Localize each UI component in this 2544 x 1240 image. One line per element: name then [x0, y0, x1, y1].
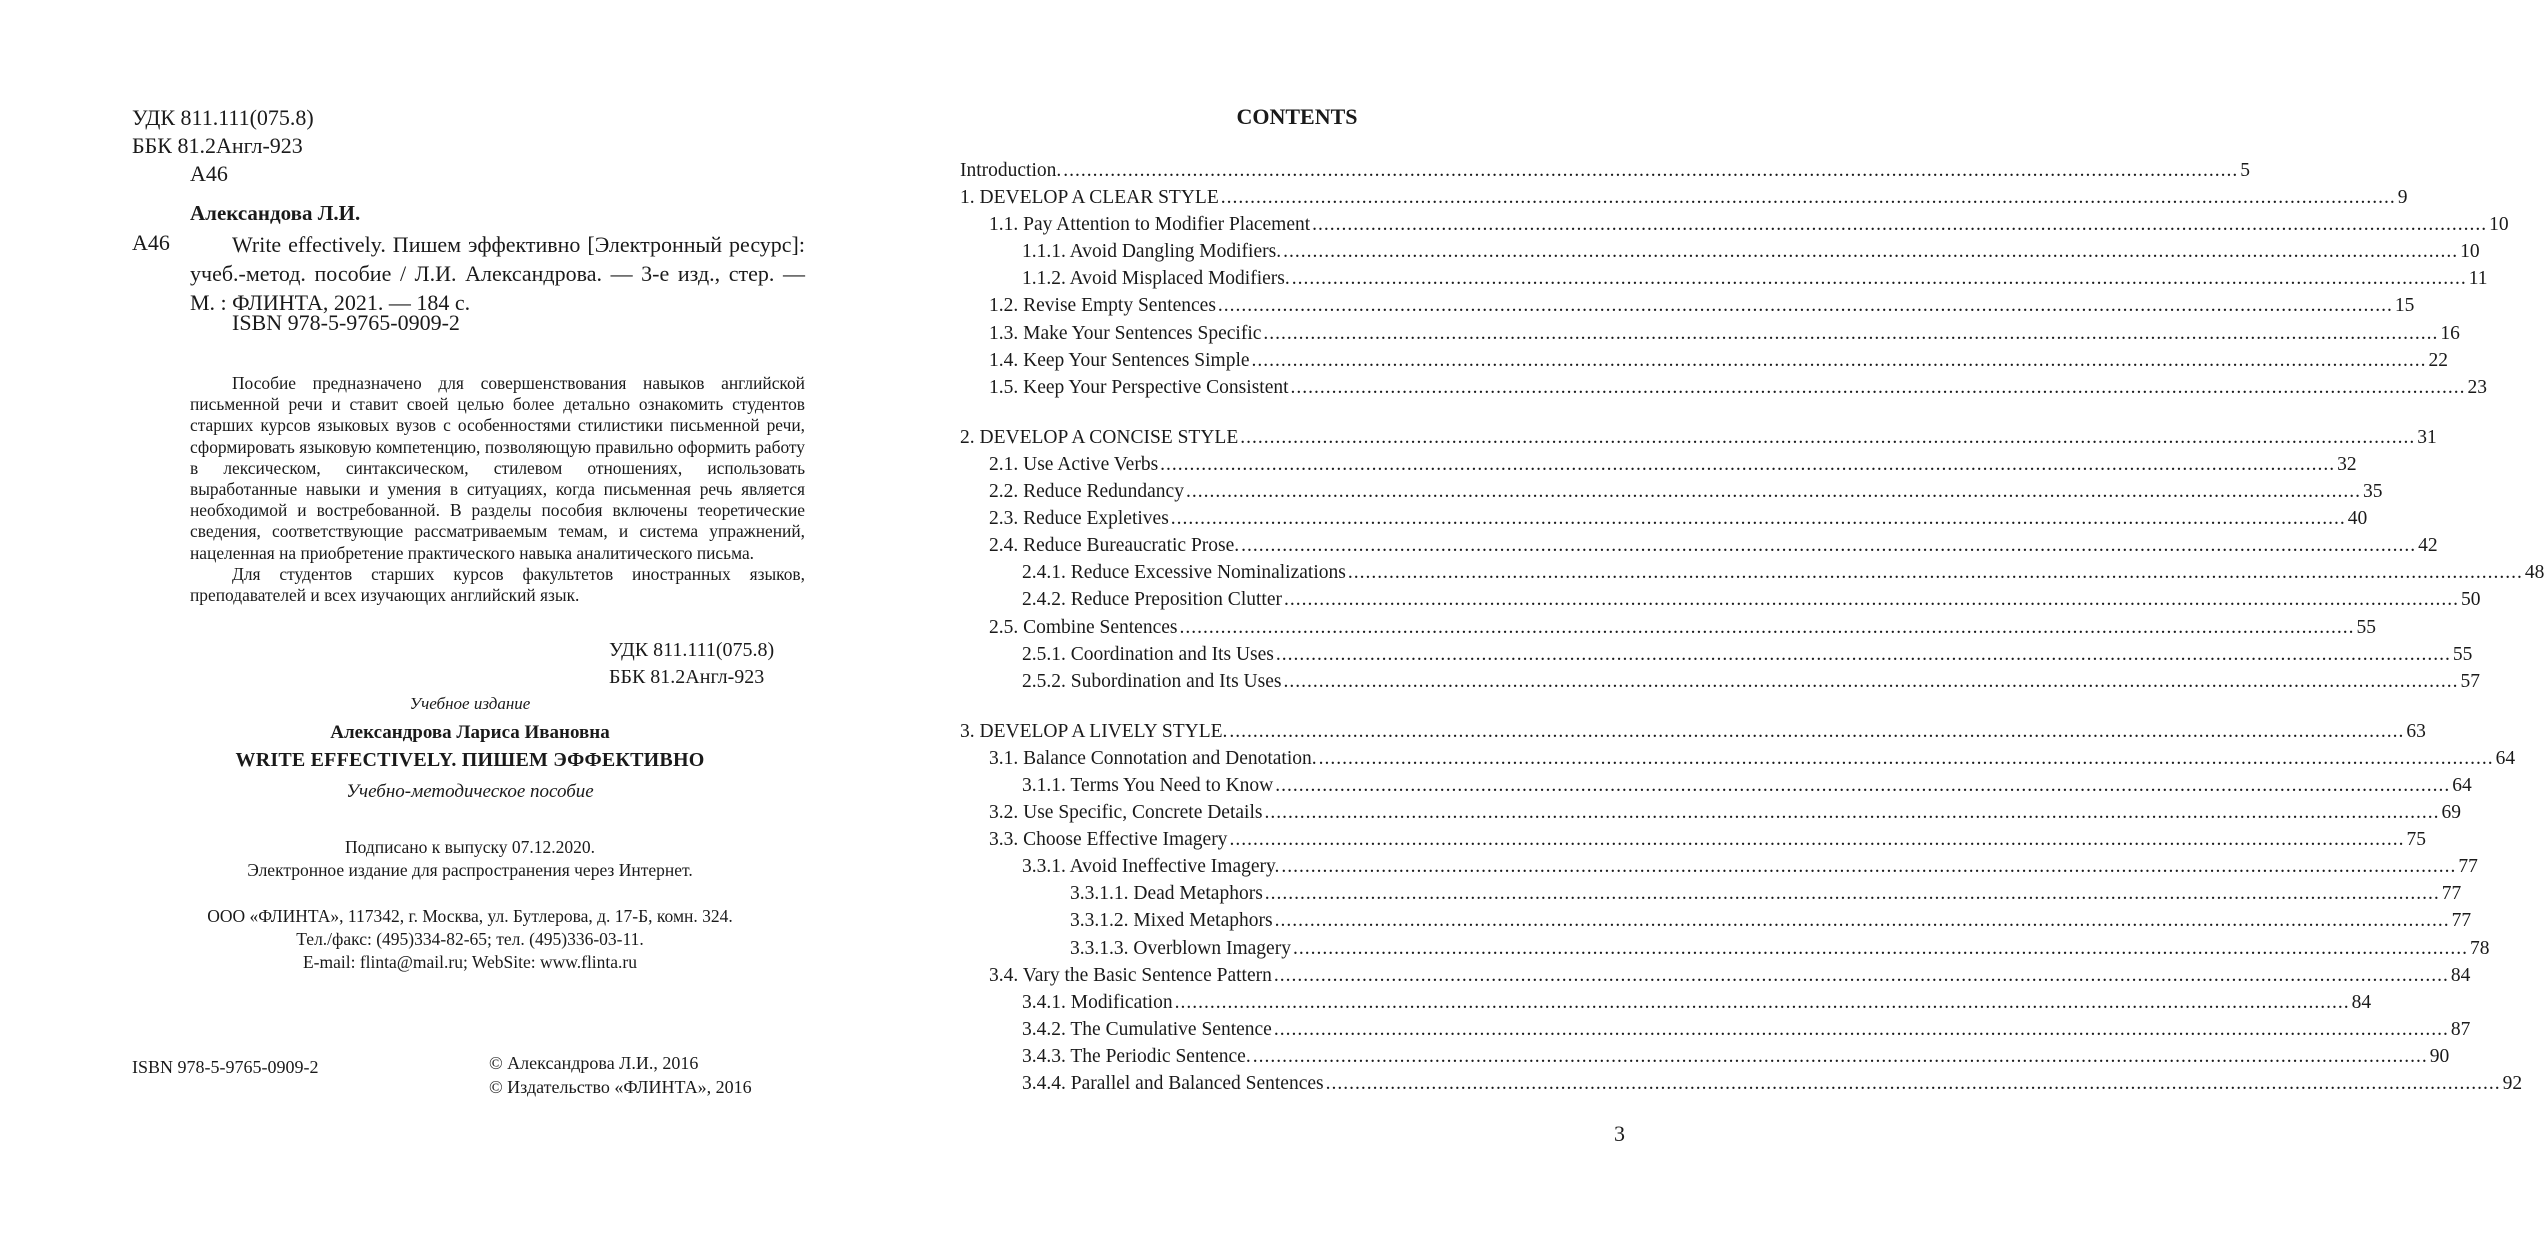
toc-entry-page: 5 — [2240, 160, 2251, 181]
toc-entry-label: 1.2. Revise Empty Sentences — [989, 295, 1216, 317]
toc-entry-label: 2.1. Use Active Verbs — [989, 453, 1159, 475]
toc-entry-page: 42 — [2418, 535, 2438, 557]
toc-leader-dots: ........................................................................................................................................................................................................ — [1251, 349, 2427, 371]
toc-leader-dots: ........................................................................................................................................................................................................ — [1263, 322, 2439, 344]
toc-entry-label: 3.2. Use Specific, Concrete Details — [989, 802, 1263, 824]
toc-entry-label: 1.1.1. Avoid Dangling Modifiers. — [1022, 241, 1282, 263]
toc-leader-dots: ........................................................................................................................................................................................................ — [1275, 774, 2451, 796]
isbn: ISBN 978-5-9765-0909-2 — [232, 310, 460, 335]
toc-entry-label: 3.4. Vary the Basic Sentence Pattern — [989, 964, 1272, 986]
toc-entry-label: 2.5.1. Coordination and Its Uses — [1022, 643, 1274, 665]
toc-leader-dots: ........................................................................................................................................................................................................ — [1312, 214, 2488, 236]
toc-entry — [960, 214, 2509, 241]
toc-entry — [960, 295, 2415, 322]
toc-leader-dots: ........................................................................................................................................................................................................ — [1292, 937, 2468, 959]
publisher-address: ООО «ФЛИНТА», 117342, г. Москва, ул. Бутлерова, д. 17-Б, комн. 324. — [207, 906, 733, 926]
toc-entry-page: 64 — [2452, 774, 2472, 796]
toc-entry-label: 3.4.1. Modification — [1022, 991, 1173, 1013]
table-of-contents — [960, 160, 2544, 1100]
toc-leader-dots: ........................................................................................................................................................................................................ — [1185, 481, 2361, 503]
toc-entry — [960, 508, 2368, 535]
toc-entry-page: 75 — [2406, 829, 2426, 851]
toc-entry — [960, 910, 2472, 937]
toc-entry-label: 1.4. Keep Your Sentences Simple — [989, 349, 1250, 371]
udk-code: УДК 811.111(075.8) — [609, 639, 775, 661]
abstract-paragraph: Пособие предназначено для совершенствования навыков английской письменной речи и ставит своей целью более детально ознакомить студентов старших курсов языковых вузов с особенностями стилистики письменной речи, сформировать языковую компетенцию, позволяющую правильно оформить работу в лексическом, синтаксическом, стилевом отношениях, использовать выработанные навыки и умения в ситуациях, когда письменная речь является необходимой и востребованной. В разделы пособия включены теоретические сведения, соответствующие рассматриваемым темам, и система упражнений, нацеленная на приобретение практического навыка аналитического письма. — [190, 373, 805, 563]
toc-leader-dots: ........................................................................................................................................................................................................ — [1174, 991, 2350, 1013]
toc-entry-label: 2. DEVELOP A CONCISE STYLE — [960, 426, 1239, 448]
toc-leader-dots: ........................................................................................................................................................................................................ — [1170, 508, 2346, 530]
toc-entry-page: 15 — [2394, 295, 2415, 317]
toc-entry-page: 77 — [2451, 910, 2472, 932]
abstract — [190, 373, 805, 606]
toc-entry-label: 3.3. Choose Effective Imagery — [989, 829, 1228, 851]
publisher-info — [170, 905, 770, 974]
book-subtitle: Учебно-методическое пособие — [346, 781, 594, 802]
toc-leader-dots: ........................................................................................................................................................................................................ — [1273, 964, 2449, 986]
page-number: 3 — [1614, 1121, 1625, 1146]
toc-leader-dots: ........................................................................................................................................................................................................ — [1274, 910, 2450, 932]
toc-entry-label: 3.4.4. Parallel and Balanced Sentences — [1022, 1073, 1324, 1094]
toc-entry-label: 2.4. Reduce Bureaucratic Prose. — [989, 535, 1240, 557]
toc-leader-dots: ........................................................................................................................................................................................................ — [1325, 1073, 2501, 1094]
toc-entry — [960, 349, 2449, 377]
toc-entry-page: 11 — [2468, 268, 2488, 290]
toc-entry — [960, 1018, 2471, 1046]
toc-entry-page: 31 — [2417, 426, 2437, 448]
toc-entry-page: 22 — [2428, 349, 2449, 371]
udk-code: УДК 811.111(075.8) — [132, 105, 314, 130]
toc-entry-label: 3.3.1.1. Dead Metaphors — [1070, 883, 1263, 905]
toc-entry-label: 3. DEVELOP A LIVELY STYLE. — [960, 720, 1228, 742]
toc-entry-label: 1. DEVELOP A CLEAR STYLE — [960, 187, 1219, 209]
toc-leader-dots: ........................................................................................................................................................................................................ — [1264, 802, 2440, 824]
toc-entry — [960, 322, 2460, 350]
toc-leader-dots: ........................................................................................................................................................................................................ — [1241, 535, 2417, 557]
toc-entry-page: 78 — [2469, 937, 2490, 959]
toc-entry — [960, 589, 2481, 616]
toc-entry-label: 3.4.2. The Cumulative Sentence — [1022, 1018, 1272, 1040]
toc-entry-page: 55 — [2452, 643, 2473, 665]
toc-leader-dots: ........................................................................................................................................................................................................ — [1281, 856, 2457, 878]
toc-entry-page: 77 — [2458, 856, 2478, 878]
toc-leader-dots: ........................................................................................................................................................................................................ — [1252, 1045, 2428, 1067]
toc-entry-label: 2.4.2. Reduce Preposition Clutter — [1022, 589, 1282, 611]
edition-type: Учебное издание — [409, 694, 531, 713]
toc-entry — [960, 991, 2372, 1019]
biblio-text: Write effectively. Пишем эффективно [Электронный ресурс]: учеб.-метод. пособие / Л.И. Александрова. — 3-е изд., стер. — М. : ФЛИНТА, 2021. — 184 с. — [190, 232, 805, 315]
bibliographic-description — [190, 230, 805, 317]
isbn-bottom: ISBN 978-5-9765-0909-2 — [132, 1057, 319, 1077]
toc-entry-label: 3.3.1.2. Mixed Metaphors — [1070, 910, 1273, 932]
toc-entry-page: 48 — [2524, 562, 2544, 584]
author-sign: А46 — [190, 161, 228, 186]
toc-entry — [960, 562, 2544, 589]
toc-entry-page: 16 — [2440, 322, 2460, 344]
toc-entry-label: 1.5. Keep Your Perspective Consistent — [989, 376, 1289, 398]
copyright-block — [489, 1051, 752, 1099]
abstract-paragraph: Для студентов старших курсов факультетов иностранных языков, преподавателей и всех изучающих английский язык. — [190, 563, 805, 606]
toc-leader-dots: ........................................................................................................................................................................................................ — [1160, 453, 2336, 475]
toc-entry-page: 9 — [2397, 187, 2408, 209]
toc-entry-page: 40 — [2347, 508, 2368, 530]
book-title: WRITE EFFECTIVELY. ПИШЕМ ЭФФЕКТИВНО — [235, 749, 705, 771]
toc-entry — [960, 241, 2480, 268]
toc-leader-dots: ........................................................................................................................................................................................................ — [1240, 426, 2416, 448]
bbk-code: ББК 81.2Англ-923 — [609, 666, 765, 688]
toc-entry-page: 55 — [2356, 616, 2376, 638]
toc-entry-label: 3.1.1. Terms You Need to Know — [1022, 774, 1274, 796]
toc-entry — [960, 1073, 2523, 1100]
toc-entry-page: 69 — [2441, 802, 2461, 824]
toc-entry — [960, 616, 2376, 644]
copyright-author: © Александрова Л.И., 2016 — [489, 1053, 699, 1073]
full-author-name: Александрова Лариса Ивановна — [330, 722, 610, 743]
toc-leader-dots: ........................................................................................................................................................................................................ — [1264, 883, 2440, 905]
toc-leader-dots: ........................................................................................................................................................................................................ — [1347, 562, 2523, 584]
copyright-publisher: © Издательство «ФЛИНТА», 2016 — [489, 1077, 752, 1097]
toc-leader-dots: ........................................................................................................................................................................................................ — [1217, 295, 2393, 317]
toc-entry-label: 2.5. Combine Sentences — [989, 616, 1178, 638]
toc-entry-page: 64 — [2495, 747, 2516, 769]
signed-date: Подписано к выпуску 07.12.2020. — [344, 837, 596, 857]
toc-entry — [960, 453, 2357, 481]
toc-entry-label: 1.1. Pay Attention to Modifier Placement — [989, 214, 1311, 236]
toc-entry-page: 84 — [2351, 991, 2372, 1013]
toc-entry-label: 3.1. Balance Connotation and Denotation. — [989, 747, 1317, 769]
toc-entry — [960, 829, 2426, 856]
toc-entry — [960, 747, 2516, 775]
toc-entry — [960, 1045, 2450, 1073]
toc-entry-label: 3.4.3. The Periodic Sentence. — [1022, 1045, 1251, 1067]
toc-entry — [960, 774, 2472, 802]
toc-entry — [960, 643, 2473, 671]
catalog-codes — [132, 104, 314, 188]
publisher-email: E-mail: flinta@mail.ru; WebSite: www.flinta.ru — [302, 952, 637, 972]
toc-entry — [960, 670, 2480, 698]
toc-entry — [960, 964, 2471, 992]
left-page — [0, 0, 877, 1240]
toc-entry-label: 3.3.1. Avoid Ineffective Imagery. — [1022, 856, 1280, 878]
toc-entry-page: 57 — [2460, 670, 2480, 692]
toc-entry-page: 35 — [2362, 481, 2383, 503]
toc-entry-page: 87 — [2450, 1018, 2471, 1040]
toc-leader-dots: ........................................................................................................................................................................................................ — [1290, 376, 2466, 398]
toc-entry — [960, 160, 2251, 187]
toc-entry-page: 10 — [2489, 214, 2509, 236]
toc-entry — [960, 802, 2461, 829]
toc-leader-dots: ........................................................................................................................................................................................................ — [1283, 589, 2459, 611]
toc-entry-label: 2.2. Reduce Redundancy — [989, 481, 1184, 503]
toc-entry-page: 84 — [2450, 964, 2471, 986]
toc-entry-page: 23 — [2467, 376, 2488, 398]
toc-leader-dots: ........................................................................................................................................................................................................ — [1220, 187, 2396, 209]
toc-entry-label: 2.5.2. Subordination and Its Uses — [1022, 670, 1282, 692]
toc-leader-dots: ........................................................................................................................................................................................................ — [1275, 643, 2451, 665]
toc-entry-label: 1.3. Make Your Sentences Specific — [989, 322, 1262, 344]
publisher-phone: Тел./факс: (495)334-82-65; тел. (495)336-03-11. — [296, 929, 644, 949]
toc-entry — [960, 856, 2478, 883]
toc-leader-dots: ........................................................................................................................................................................................................ — [1318, 747, 2494, 769]
toc-entry-label: 3.3.1.3. Overblown Imagery — [1070, 937, 1291, 959]
side-author-sign: А46 — [132, 230, 170, 255]
toc-entry-page: 90 — [2429, 1045, 2450, 1067]
toc-entry-page: 32 — [2337, 453, 2357, 475]
toc-entry-label: Introduction. — [960, 160, 1062, 181]
bbk-code: ББК 81.2Англ-923 — [132, 133, 303, 158]
e-edition-note: Электронное издание для распространения через Интернет. — [247, 860, 693, 880]
toc-leader-dots: ........................................................................................................................................................................................................ — [1229, 829, 2405, 851]
publication-info — [170, 836, 770, 882]
toc-entry-page: 10 — [2460, 241, 2480, 263]
toc-entry-label: 2.4.1. Reduce Excessive Nominalizations — [1022, 562, 1346, 584]
toc-leader-dots: ........................................................................................................................................................................................................ — [1063, 160, 2239, 181]
toc-leader-dots: ........................................................................................................................................................................................................ — [1283, 670, 2459, 692]
toc-leader-dots: ........................................................................................................................................................................................................ — [1179, 616, 2355, 638]
toc-entry — [960, 426, 2437, 454]
toc-entry-page: 92 — [2502, 1073, 2523, 1094]
toc-leader-dots: ........................................................................................................................................................................................................ — [1283, 241, 2459, 263]
toc-entry — [960, 937, 2490, 965]
toc-entry — [960, 268, 2488, 295]
toc-entry — [960, 376, 2488, 404]
toc-entry — [960, 720, 2426, 748]
toc-entry-page: 50 — [2460, 589, 2481, 611]
toc-leader-dots: ........................................................................................................................................................................................................ — [1229, 720, 2405, 742]
author-heading: Александова Л.И. — [190, 201, 361, 225]
toc-entry-label: 1.1.2. Avoid Misplaced Modifiers. — [1022, 268, 1290, 290]
toc-entry — [960, 481, 2383, 508]
contents-title: CONTENTS — [1236, 104, 1358, 129]
toc-entry — [960, 535, 2438, 562]
toc-entry — [960, 883, 2462, 910]
toc-entry-page: 77 — [2441, 883, 2462, 905]
toc-entry-page: 63 — [2406, 720, 2426, 742]
toc-entry-label: 2.3. Reduce Expletives — [989, 508, 1169, 530]
toc-leader-dots: ........................................................................................................................................................................................................ — [1273, 1018, 2449, 1040]
catalog-codes-right — [609, 637, 774, 691]
toc-entry — [960, 187, 2408, 214]
toc-leader-dots: ........................................................................................................................................................................................................ — [1291, 268, 2467, 290]
